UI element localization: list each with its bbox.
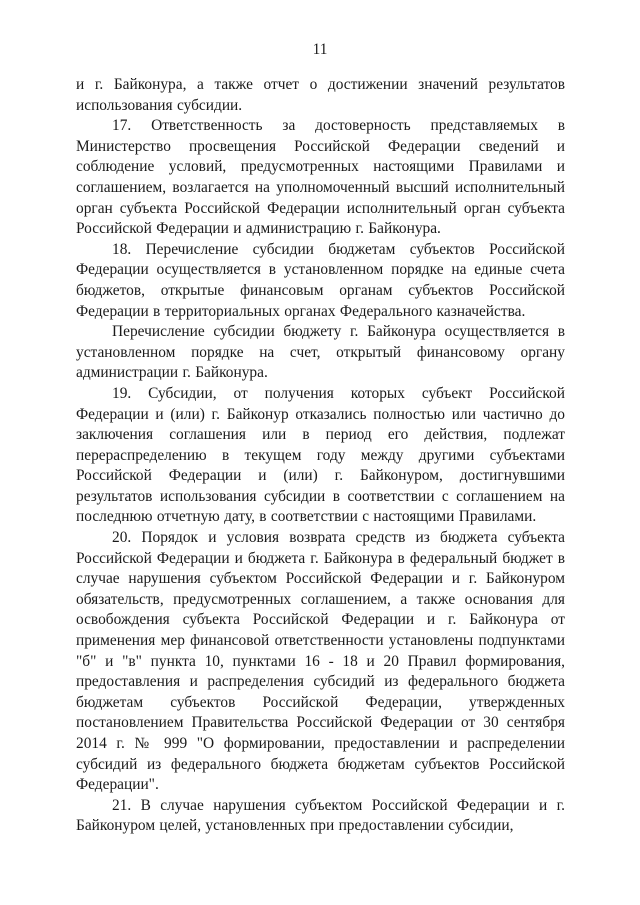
paragraph-19: 19. Субсидии, от получения которых субъект Российской Федерации и (или) г. Байконур отказались полностью или частично до заключения соглашения или в период его действия, подлежат перераспределению в текущем году между другими субъектами Российской Федерации и (или) г. Байконуром, достигнувшими результатов использования субсидии в соответствии с соглашением на последнюю отчетную дату, в соответствии с настоящими Правилами. [76,384,565,526]
page-number: 11 [312,41,328,58]
paragraph-continuation: и г. Байконура, а также отчет о достижении значений результатов использования субсидии. [76,76,565,114]
paragraph-20: 20. Порядок и условия возврата средств из бюджета субъекта Российской Федерации и бюджета г. Байконура в федеральный бюджет в случае нарушения субъектом Российской Федерации и г. Байконуром обязательств, предусмотренных соглашением, а также основания для освобождения субъекта Российской Федерации и г. Байконура от применения мер финансовой ответственности установлены подпунктами "б" и "в" пункта 10, пунктами 16 - 18 и 20 Правил формирования, предоставления и распределения субсидий из федерального бюджета бюджетам субъектов Российской Федерации, утвержденных постановлением Правительства Российской Федерации от 30 сентября 2014 г. № 999 "О формировании, предоставлении и распределении субсидий из федерального бюджета бюджетам субъектов Российской Федерации". [76,529,565,794]
paragraph-21: 21. В случае нарушения субъектом Российской Федерации и г. Байконуром целей, установленных при предоставлении субсидии, [76,796,565,835]
paragraph-17: 17. Ответственность за достоверность представляемых в Министерство просвещения Российской Федерации сведений и соблюдение условий, предусмотренных настоящими Правилами и соглашением, возлагается на уполномоченный высший исполнительный орган субъекта Российской Федерации исполнительный орган субъекта Российской Федерации и администрацию г. Байконура. [76,117,565,238]
paragraph-18-transfer-baikonur: Перечисление субсидии бюджету г. Байконура осуществляется в установленном порядке на счет, открытый финансовому органу администрации г. Байконура. [76,323,565,382]
document-body [76,75,565,837]
paragraph-18: 18. Перечисление субсидии бюджетам субъектов Российской Федерации осуществляется в установленном порядке на единые счета бюджетов, открытые финансовым органам субъектов Российской Федерации в территориальных органах Федерального казначейства. [76,240,565,320]
